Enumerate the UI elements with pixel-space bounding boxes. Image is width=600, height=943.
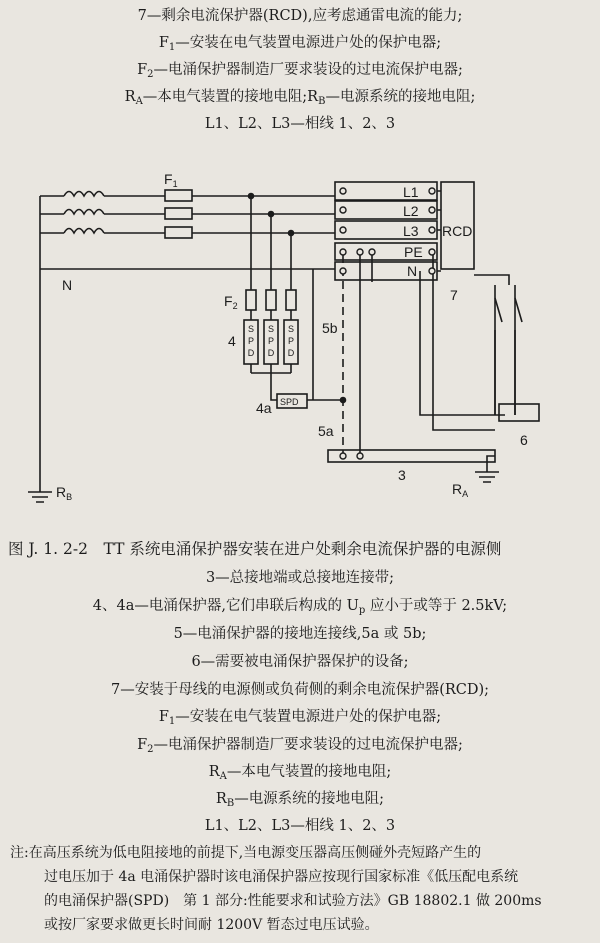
svg-text:D: D xyxy=(287,348,295,358)
bonding-bar-3 xyxy=(328,450,495,462)
note-line-4: 或按厂家要求做更长时间耐 1200V 暂态过电压试验。 xyxy=(44,917,379,933)
label-l1: L1 xyxy=(403,184,419,200)
legend-phases: L1、L2、L3—相线 1、2、3 xyxy=(204,818,396,834)
legend-3: 3—总接地端或总接地连接带; xyxy=(205,570,395,586)
label-l3: L3 xyxy=(403,223,419,239)
label-pe: PE xyxy=(404,244,423,260)
figure-caption: 图 J. 1. 2-2 TT 系统电涌保护器安装在进户处剩余电流保护器的电源侧 xyxy=(8,540,502,558)
svg-text:S: S xyxy=(267,324,275,334)
svg-text:D: D xyxy=(267,348,275,358)
top-legend-f1: $F_1—$安装在电气装置电源进户处的保护电器; xyxy=(158,35,442,53)
label-4a: 4a xyxy=(256,400,272,416)
label-n-left: N xyxy=(62,277,73,293)
top-legend-phases: L1、L2、L3—相线 1、2、3 xyxy=(204,116,396,132)
earth-symbol-rb xyxy=(28,492,52,502)
legend-f1: $F_1—$安装在电气装置电源进户处的保护电器; xyxy=(158,709,442,727)
label-3: 3 xyxy=(398,467,406,483)
label-f1: $F_1$ xyxy=(164,171,178,189)
svg-text:P: P xyxy=(287,336,295,346)
label-n-bar: N xyxy=(407,263,418,279)
earth-symbol-ra xyxy=(475,472,499,482)
legend-6: 6—需要被电涌保护器保护的设备; xyxy=(191,654,409,670)
svg-text:P: P xyxy=(267,336,275,346)
legend-f2: $F_2—$电涌保护器制造厂要求装设的过电流保护电器; xyxy=(137,737,463,755)
label-6: 6 xyxy=(520,432,528,448)
source-windings xyxy=(40,192,165,234)
label-rcd: RCD xyxy=(442,223,473,239)
label-spd-4a: SPD xyxy=(280,397,299,407)
label-ra: $R_A$ xyxy=(452,481,469,499)
note-line-3: 的电涌保护器(SPD) 第 1 部分:性能要求和试验方法》GB 18802.1 做 200ms xyxy=(44,893,542,909)
legend-rb: $R_B—$电源系统的接地电阻; xyxy=(215,791,385,809)
top-legend-f2: $F_2—$电涌保护器制造厂要求装设的过电流保护电器; xyxy=(137,62,463,80)
legend-4: 4、4a—电涌保护器,它们串联后构成的 $U_p$ 应小于或等于 2.5kV; xyxy=(92,598,508,616)
note-line-1: 注:在高压系统为低电阻接地的前提下,当电源变压器高压侧碰外壳短路产生的 xyxy=(10,845,482,861)
top-legend-ra-rb: $R_A—$本电气装置的接地电阻$;R_B—$电源系统的接地电阻; xyxy=(124,89,476,107)
label-5a: 5a xyxy=(318,423,334,439)
svg-text:P: P xyxy=(247,336,255,346)
label-5b: 5b xyxy=(322,320,338,336)
top-legend-7: 7—剩余电流保护器(RCD),应考虑通雷电流的能力; xyxy=(137,8,463,24)
f1-fuses xyxy=(165,190,192,238)
svg-text:S: S xyxy=(247,324,255,334)
busbar-block xyxy=(335,182,437,280)
label-l2: L2 xyxy=(403,203,419,219)
label-f2: $F_2$ xyxy=(224,293,238,311)
legend-7: 7—安装于母线的电源侧或负荷侧的剩余电流保护器(RCD); xyxy=(110,682,490,698)
svg-text:D: D xyxy=(247,348,255,358)
circuit-diagram xyxy=(0,148,600,523)
label-rb: $R_B$ xyxy=(56,484,73,502)
svg-text:S: S xyxy=(287,324,295,334)
label-4: 4 xyxy=(228,333,236,349)
legend-5: 5—电涌保护器的接地连接线,5a 或 5b; xyxy=(173,626,427,642)
label-7: 7 xyxy=(450,287,458,303)
note-line-2: 过电压加于 4a 电涌保护器时该电涌保护器应按现行国家标准《低压配电系统 xyxy=(44,869,519,885)
f2-fuses xyxy=(246,290,296,310)
equipment-6 xyxy=(499,404,539,421)
legend-ra: $R_A—$本电气装置的接地电阻; xyxy=(208,764,392,782)
